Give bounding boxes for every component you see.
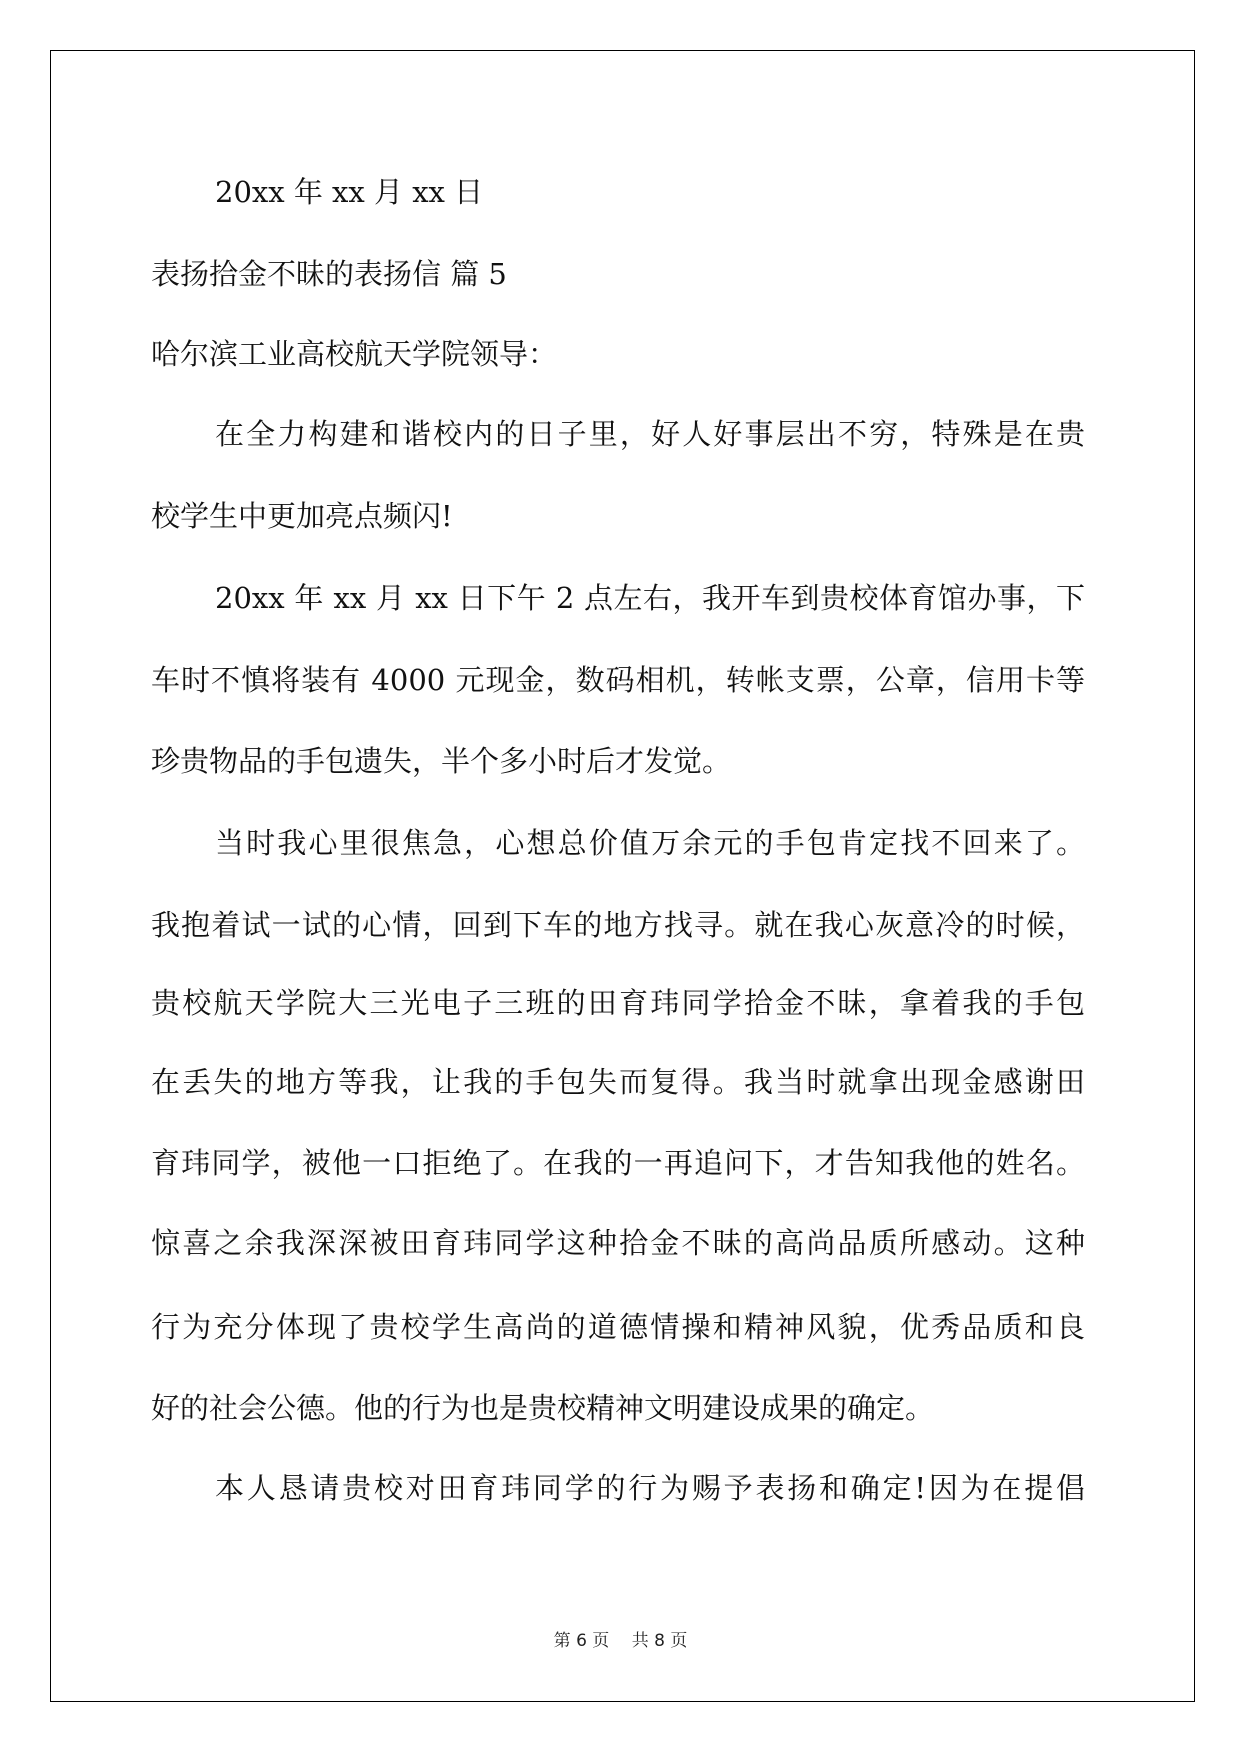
body-line: 当时我心里很焦急，心想总价值万余元的手包肯定找不回来了。 [215,826,1085,860]
body-line: 本人恳请贵校对田育玮同学的行为赐予表扬和确定!因为在提倡 [215,1471,1085,1505]
body-line: 珍贵物品的手包遗失，半个多小时后才发觉。 [151,744,732,778]
body-line: 我抱着试一试的心情，回到下车的地方找寻。就在我心灰意冷的时候， [151,908,1085,942]
body-line: 20xx 年 xx 月 xx 日下午 2 点左右，我开车到贵校体育馆办事，下 [215,581,1085,615]
page-number-footer: 第 6 页 共 8 页 [553,1631,688,1651]
body-line: 惊喜之余我深深被田育玮同学这种拾金不昧的高尚品质所感动。这种 [151,1226,1085,1260]
body-line: 育玮同学，被他一口拒绝了。在我的一再追问下，才告知我他的姓名。 [151,1146,1085,1180]
letter-title: 表扬拾金不昧的表扬信 篇 5 [151,257,507,291]
body-line: 贵校航天学院大三光电子三班的田育玮同学拾金不昧，拿着我的手包 [151,986,1085,1020]
body-line: 行为充分体现了贵校学生高尚的道德情操和精神风貌，优秀品质和良 [151,1310,1085,1344]
greeting: 哈尔滨工业高校航天学院领导： [151,337,558,371]
body-line: 在全力构建和谐校内的日子里，好人好事层出不穷，特殊是在贵 [215,417,1085,451]
body-line: 车时不慎将装有 4000 元现金，数码相机，转帐支票，公章，信用卡等 [151,663,1085,697]
body-line: 在丢失的地方等我，让我的手包失而复得。我当时就拿出现金感谢田 [151,1065,1085,1099]
date-line: 20xx 年 xx 月 xx 日 [215,175,484,209]
page-border [50,50,1195,1702]
body-line: 好的社会公德。他的行为也是贵校精神文明建设成果的确定。 [151,1391,935,1425]
body-line: 校学生中更加亮点频闪! [151,499,453,533]
